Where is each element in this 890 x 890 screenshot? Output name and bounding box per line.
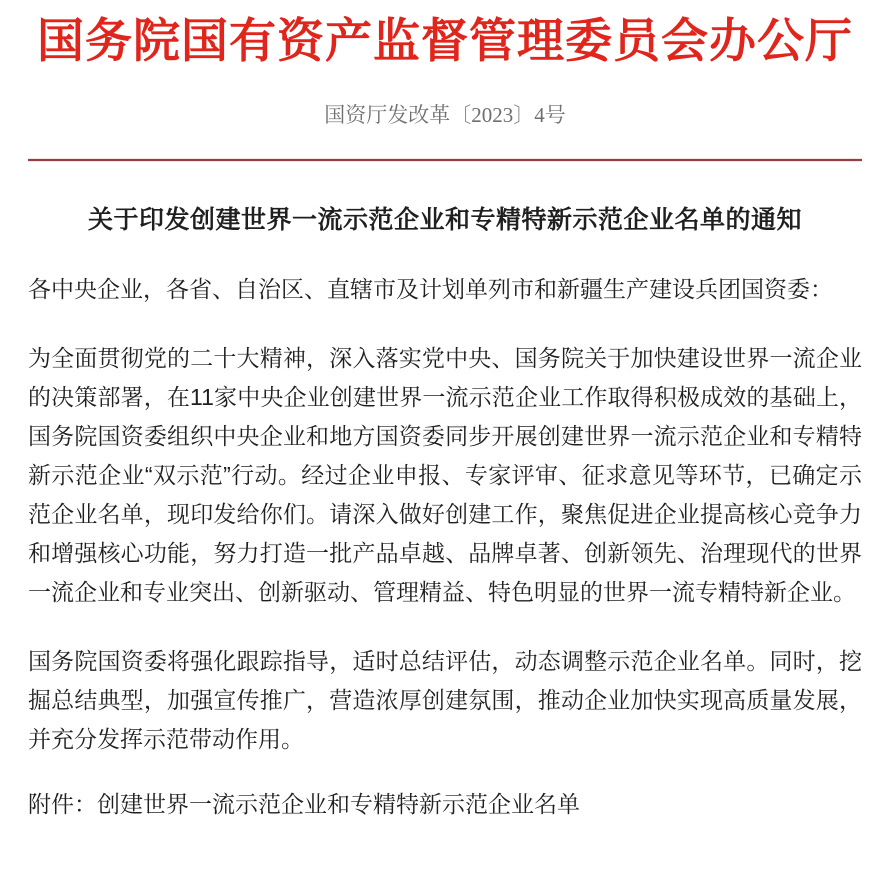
issuer-masthead: 国务院国有资产监督管理委员会办公厅 <box>37 16 853 68</box>
document-page <box>0 12 890 890</box>
body-paragraph-2: 国务院国资委将强化跟踪指导，适时总结评估，动态调整示范企业名单。同时，挖掘总结典型，加强宣传推广，营造浓厚创建氛围，推动企业加快实现高质量发展，并充分发挥示范带动作用。 <box>28 648 862 752</box>
red-divider-rule <box>28 158 862 162</box>
body-paragraph-1: 为全面贯彻党的二十大精神，深入落实党中央、国务院关于加快建设世界一流企业的决策部署，在11家中央企业创建世界一流示范企业工作取得积极成效的基础上，国务院国资委组织中央企业和地方国资委同步开展创建世界一流示范企业和专精特新示范企业“双示范”行动。经过企业申报、专家评审、征求意见等环节，已确定示范企业名单，现印发给你们。请深入做好创建工作，聚焦促进企业提高核心竞争力和增强核心功能，努力打造一批产品卓越、品牌卓著、创新领先、治理现代的世界一流企业和专业突出、创新驱动、管理精益、特色明显的世界一流专精特新企业。 <box>28 345 862 605</box>
salutation-line: 各中央企业，各省、自治区、直辖市及计划单列市和新疆生产建设兵团国资委： <box>28 276 833 302</box>
document-title: 关于印发创建世界一流示范企业和专精特新示范企业名单的通知 <box>87 206 802 234</box>
attachment-line: 附件：创建世界一流示范企业和专精特新示范企业名单 <box>28 791 580 817</box>
document-body <box>28 270 862 824</box>
document-number: 国资厅发改革〔2023〕4号 <box>324 103 566 127</box>
